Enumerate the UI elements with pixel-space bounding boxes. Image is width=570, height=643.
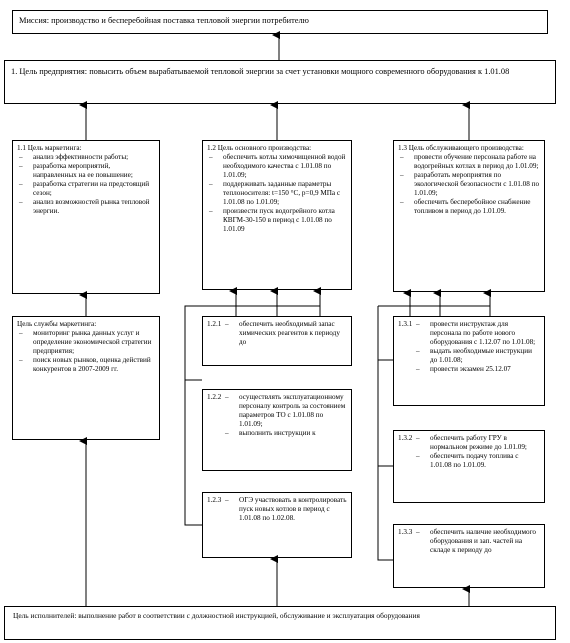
- list-item: – осуществлять эксплуатационному персоналу контроль за состоянием параметров ТО с 1.01.08 по 1.01.09;: [237, 393, 347, 429]
- list-item: – обеспечить подачу топлива с 1.01.08 по 1.01.09.: [428, 452, 540, 470]
- list-item: – провести инструктаж для персонала по работе нового оборудования с 1.12.07 по 1.01.08;: [428, 320, 540, 347]
- goal-1-3-list: [398, 153, 540, 216]
- list-item: – обеспечить бесперебойное снабжение топливом в период до 1.01.09.: [412, 198, 540, 216]
- list-item: – выполнить инструкции к: [237, 429, 347, 438]
- goal-1-2-title: 1.2 Цель основного производства:: [207, 144, 312, 152]
- list-item: – произвести пуск водогрейного котла КВГМ-30-150 в период с 1.01.08 по 1.01.09: [221, 207, 347, 234]
- list-item: – анализ возможностей рынка тепловой энергии.: [31, 198, 155, 216]
- list-item: – разработать мероприятия по экологической безопасности с 1.01.08 по 1.01.09;: [412, 171, 540, 198]
- list-item: – поддерживать заданные параметры теплоносителя: t=150 °С, p=0,9 МПа с 1.01.08 по 1.01.09;: [221, 180, 347, 207]
- task-1-3-3-list: [414, 528, 540, 555]
- goal-1-2-box: [202, 140, 352, 290]
- list-item: – разработка стратегии на предстоящий сезон;: [31, 180, 155, 198]
- executors-goal-box: [4, 606, 556, 640]
- mission-box: [12, 10, 548, 34]
- goal-1-2-list: [207, 153, 347, 234]
- task-1-2-3-box: [202, 492, 352, 558]
- task-1-3-2-box: [393, 430, 545, 503]
- list-item: – обеспечить котлы химочищенной водой необходимого качества с 1.01.08 по 1.01.09;: [221, 153, 347, 180]
- task-1-2-1-list: [223, 320, 347, 347]
- task-1-2-1-box: [202, 316, 352, 366]
- task-1-2-2-number: 1.2.2: [207, 393, 222, 401]
- list-item: – анализ эффективности работы;: [31, 153, 155, 162]
- task-1-3-2-list: [414, 434, 540, 470]
- list-item: – обеспечить работу ГРУ в нормальном режиме до 1.01.09;: [428, 434, 540, 452]
- goal-1-3-box: [393, 140, 545, 292]
- task-1-2-3-list: [223, 496, 347, 523]
- connector-line: [185, 380, 202, 525]
- enterprise-goal-text: 1. Цель предприятия: повысить объем вырабатываемой тепловой энергии за счет установки мощного современного оборудования к 1.01.08: [11, 67, 510, 76]
- list-item: – провести обучение персонала работе на водогрейных котлах в период до 1.01.09;: [412, 153, 540, 171]
- list-item: – разработка мероприятий, направленных на ее повышение;: [31, 162, 155, 180]
- mission-text: Миссия: производство и бесперебойная поставка тепловой энергии потребителю: [19, 16, 309, 25]
- goal-1-1-box: [12, 140, 160, 294]
- task-1-2-1-number: 1.2.1: [207, 320, 222, 328]
- enterprise-goal-box: [4, 60, 556, 104]
- connector-line: [378, 306, 393, 560]
- task-1-3-2-number: 1.3.2: [398, 434, 413, 442]
- task-1-3-1-list: [414, 320, 540, 374]
- task-1-2-2-list: [223, 393, 347, 438]
- list-item: – провести экзамен 25.12.07: [428, 365, 540, 374]
- task-1-3-3-box: [393, 524, 545, 588]
- goal-1-1-title: 1.1 Цель маркетинга:: [17, 144, 82, 152]
- task-1-3-3-number: 1.3.3: [398, 528, 413, 536]
- marketing-service-box: [12, 316, 160, 440]
- executors-goal-text: Цель исполнителей: выполнение работ в соответствии с должностной инструкцией, обслуживание и эксплуатация оборудования: [13, 611, 420, 620]
- task-1-3-1-box: [393, 316, 545, 406]
- marketing-service-list: [17, 329, 155, 374]
- task-1-3-1-number: 1.3.1: [398, 320, 413, 328]
- task-1-2-3-number: 1.2.3: [207, 496, 222, 504]
- list-item: – поиск новых рынков, оценка действий конкурентов в 2007-2009 гг.: [31, 356, 155, 374]
- task-1-2-2-box: [202, 389, 352, 471]
- list-item: – мониторинг рынка данных услуг и определение экономической стратегии предприятия;: [31, 329, 155, 356]
- list-item: – выдать необходимые инструкции до 1.01.08;: [428, 347, 540, 365]
- goal-1-1-list: [17, 153, 155, 216]
- list-item: – ОГЭ участвовать в контролировать пуск новых котлов в период с 1.01.08 по 1.02.08.: [237, 496, 347, 523]
- list-item: – обеспечить наличие необходимого оборудования и зап. частей на складе к периоду до: [428, 528, 540, 555]
- marketing-service-title: Цель службы маркетинга:: [17, 320, 97, 328]
- goal-1-3-title: 1.3 Цель обслуживающего производства:: [398, 144, 524, 152]
- list-item: – обеспечить необходимый запас химических реагентов к периоду до: [237, 320, 347, 347]
